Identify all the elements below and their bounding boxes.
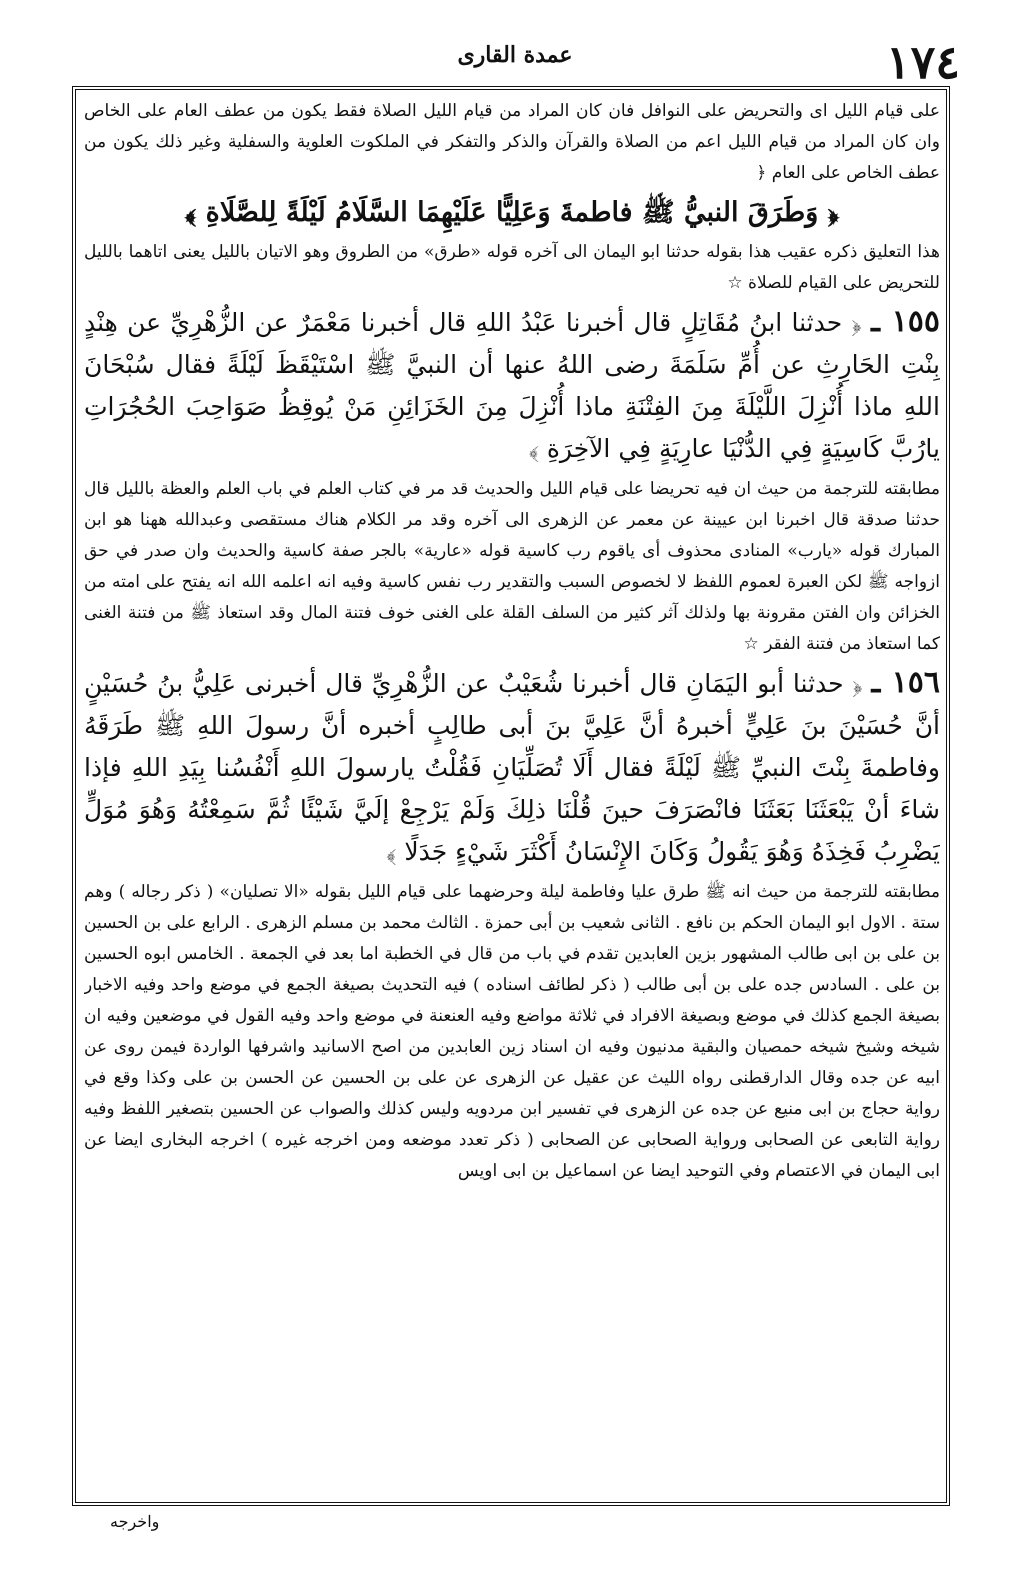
catchword: واخرجه: [110, 1512, 160, 1531]
hadith-number-155: ١٥٥ ـ: [871, 304, 940, 339]
page-header: [60, 34, 970, 90]
hadith-number-156: ١٥٦ ـ: [871, 665, 940, 700]
hadith-155: [84, 301, 940, 470]
page-title: عمدة القارى: [457, 42, 573, 68]
chapter-heading: ﴿ وَطَرَقَ النبيُّ ﷺ فاطمةَ وَعَلِيًّا عَلَيْهِمَا السَّلَامُ لَيْلَةً لِلصَّلَاةِ ﴾: [185, 197, 839, 228]
commentary-paragraph-3: مطابقته للترجمة من حيث ان فيه تحريضا على قيام الليل والحديث قد مر في كتاب العلم في باب العلم والعظة بالليل قال حدثنا صدقة قال اخبرنا ابن عيينة عن معمر عن الزهرى الى آخره وقد مر الكلام هناك مستقصى وعبدالله ههنا هو ابن المبارك قوله «يارب» المنادى محذوف أى ياقوم رب كاسية قوله «عارية» بالجر صفة كاسية والحديث وان صدر في حق ازواجه ﷺ لكن العبرة لعموم اللفظ لا لخصوص السبب والتقدير رب نفس كاسية وفيه انه اعلمه الله انه يفتح على امته من الخزائن وان الفتن مقرونة بها ولذلك آثر كثير من السلف القلة على الغنى خوف فتنة المال وقد استعاذ ﷺ من فتنة الغنى كما استعاذ من فتنة الفقر ☆: [84, 479, 940, 654]
hadith-156: [84, 662, 940, 873]
commentary-paragraph-4: مطابقته للترجمة من حيث انه ﷺ طرق عليا وفاطمة ليلة وحرضهما على قيام الليل بقوله «الا تصليان» ( ذكر رجاله ) وهم ستة . الاول ابو اليمان الحكم بن نافع . الثانى شعيب بن أبى حمزة . الثالث محمد بن مسلم الزهرى . الرابع على بن الحسين بن على بن ابى طالب المشهور بزين العابدين تقدم في باب من قال في الخطبة اما بعد في الجمعة . الخامس ابوه الحسين بن على . السادس جده على بن أبى طالب ( ذكر لطائف اسناده ) فيه التحديث بصيغة الجمع في موضع واحد وفيه الاخبار بصيغة الجمع كذلك في موضع وبصيغة الافراد في ثلاثة مواضع وفيه العنعنة في موضع واحد وفيه القول في موضعين وفيه ان شيخه وشيخ شيخه حمصيان والبقية مدنيون وفيه ان اسناد زين العابدين من اصح الاسانيد واشرفها الواردة فيمن روى عن ابيه عن جده وقال الدارقطنى رواه الليث عن عقيل عن الزهرى عن على بن الحسين عن الحسن بن على وكذا وقع في رواية حجاج بن ابى منيع عن جده عن الزهرى في تفسير ابن مردويه وليس كذلك والصواب عن الحسين بتصغير اللفظ وفيه رواية التابعى عن الصحابى ورواية الصحابى عن الصحابى ( ذكر تعدد موضعه ومن اخرجه غيره ) اخرجه البخارى ايضا عن ابى اليمان في الاعتصام وفي التوحيد ايضا عن اسماعيل بن ابى اويس: [84, 882, 940, 1181]
commentary-paragraph-1: على قيام الليل اى والتحريض على النوافل فان كان المراد من قيام الليل الصلاة فقط يكون من عطف العام على الخاص وان كان المراد من قيام الليل اعم من الصلاة والقرآن والذكر والتفكر في الملكوت العلوية والسفلية وغير ذلك يكون من عطف الخاص على العام ﴿: [84, 101, 940, 183]
page-number: ١٧٤: [885, 35, 960, 89]
commentary-paragraph-2: هذا التعليق ذكره عقيب هذا بقوله حدثنا ابو اليمان الى آخره قوله «طرق» من الطروق وهو الاتيان بالليل يعنى اتاهما بالليل للتحريض على القيام للصلاة ☆: [84, 242, 940, 293]
hadith-text-156: ﴿ حدثنا أبو اليَمَانِ قال أخبرنا شُعَيْبٌ عن الزُّهْرِيِّ قال أخبرنى عَلِيُّ بنُ حُسَيْنٍ أنَّ حُسَيْنَ بنَ عَلِيٍّ أخبرهُ أنَّ عَلِيَّ بنَ أبى طالِبٍ أخبره أنَّ رسولَ اللهِ ﷺ طَرَقَهُ وفاطمةَ بِنْتَ النبيِّ ﷺ لَيْلَةً فقال أَلَا تُصَلِّيَانِ فَقُلْتُ يارسولَ اللهِ أَنْفُسُنا بِيَدِ اللهِ فإذا شاءَ أنْ يَبْعَثَنَا بَعَثَنَا فانْصَرَفَ حينَ قُلْنَا ذلِكَ وَلَمْ يَرْجِعْ إلَيَّ شَيْئًا ثُمَّ سَمِعْتُهُ وَهُوَ مُوَلٍّ يَضْرِبُ فَخِذَهُ وَهُوَ يَقُولُ وَكَانَ الإِنْسَانُ أَكْثَرَ شَيْءٍ جَدَلًا ﴾: [84, 669, 940, 866]
hadith-text-155: ﴿ حدثنا ابنُ مُقَاتِلٍ قال أخبرنا عَبْدُ اللهِ قال أخبرنا مَعْمَرٌ عن الزُّهْرِيِّ عن هِنْدٍ بِنْتِ الحَارِثِ عن أُمِّ سَلَمَةَ رضى اللهُ عنها أن النبيَّ ﷺ اسْتَيْقَظَ لَيْلَةً فقال سُبْحَانَ اللهِ ماذا أُنْزِلَ اللَّيْلَةَ مِنَ الفِتْنَةِ ماذا أُنْزِلَ مِنَ الخَزَائِنِ مَنْ يُوقِظُ صَوَاحِبَ الحُجُرَاتِ يارُبَّ كَاسِيَةٍ فِي الدُّنْيَا عارِيَةٍ فِي الآخِرَةِ ﴾: [84, 308, 940, 463]
page-content: [84, 96, 940, 1496]
